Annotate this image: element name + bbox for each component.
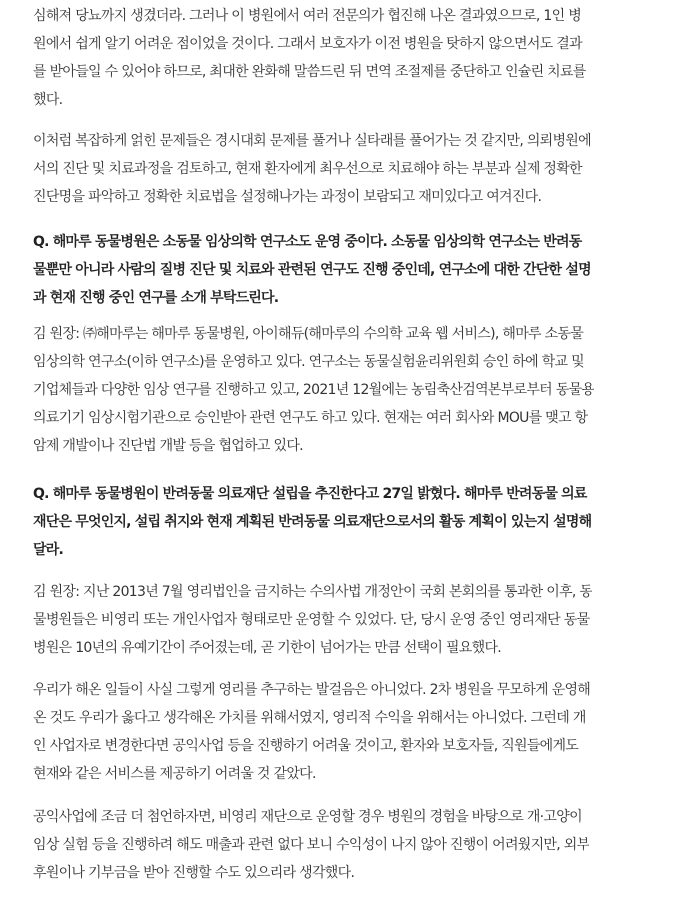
answer-paragraph bbox=[33, 803, 589, 887]
text-line: 임상 실험 등을 진행하려 해도 매출과 관련 없다 보니 수익성이 나지 않아 진행이 어려웠지만, 외부 bbox=[33, 837, 590, 853]
text-line: 인 사업자로 변경한다면 공익사업 등을 진행하기 어려울 것이고, 환자와 보호자들, 직원들에게도 bbox=[33, 738, 579, 754]
text-line: 온 것도 우리가 옳다고 생각해온 가치를 위해서였지, 영리적 수익을 위해서는 아니었다. 그런데 개 bbox=[33, 710, 586, 726]
text-line: Q. 해마루 동물병원이 반려동물 의료재단 설립을 추진한다고 27일 밝혔다. 해마루 반려동물 의료 bbox=[33, 486, 587, 502]
text-line: 물병원들은 비영리 또는 개인사업자 형태로만 운영할 수 있었다. 단, 당시 운영 중인 영리재단 동물 bbox=[33, 612, 590, 628]
text-line: 후원이나 기부금을 받아 진행할 수도 있으리라 생각했다. bbox=[33, 865, 355, 881]
answer-paragraph bbox=[33, 320, 594, 460]
text-line: 병원은 10년의 유예기간이 주어졌는데, 곧 기한이 넘어가는 만큼 선택이 필요했다. bbox=[33, 640, 502, 656]
answer-paragraph bbox=[33, 127, 591, 211]
question-paragraph bbox=[33, 480, 591, 564]
text-line: 심해져 당뇨까지 생겼더라. 그러나 이 병원에서 여러 전문의가 협진해 나온 결과였으므로, 1인 병 bbox=[33, 8, 582, 24]
text-line: 기업체들과 다양한 임상 연구를 진행하고 있고, 2021년 12월에는 농림축산검역본부로부터 동물용 bbox=[33, 382, 595, 398]
text-line: 달라. bbox=[33, 542, 63, 558]
text-line: 를 받아들일 수 있어야 하므로, 최대한 완화해 말씀드린 뒤 면역 조절제를 중단하고 인슐린 치료를 bbox=[33, 64, 586, 80]
text-line: 진단명을 파악하고 정확한 치료법을 설정해나가는 과정이 보람되고 재미있다고 여겨진다. bbox=[33, 189, 542, 205]
text-line: 했다. bbox=[33, 92, 63, 108]
text-line: 물뿐만 아니라 사람의 질병 진단 및 치료와 관련된 연구도 진행 중인데, 연구소에 대한 간단한 설명 bbox=[33, 262, 591, 278]
text-line: 임상의학 연구소(이하 연구소)를 운영하고 있다. 연구소는 동물실험윤리위원회 승인 하에 학교 및 bbox=[33, 354, 584, 370]
text-line: 김 원장: 지난 2013년 7월 영리법인을 금지하는 수의사법 개정안이 국회 본회의를 통과한 이후, 동 bbox=[33, 584, 593, 600]
text-line: 서의 진단 및 치료과정을 검토하고, 현재 환자에게 최우선으로 치료해야 하는 부분과 실제 정확한 bbox=[33, 161, 582, 177]
text-line: 재단은 무엇인지, 설립 취지와 현재 계획된 반려동물 의료재단으로서의 활동 계획이 있는지 설명해 bbox=[33, 514, 592, 530]
question-paragraph bbox=[33, 228, 591, 312]
text-line: Q. 해마루 동물병원은 소동물 임상의학 연구소도 운영 중이다. 소동물 임상의학 연구소는 반려동 bbox=[33, 234, 582, 250]
text-line: 이처럼 복잡하게 얽힌 문제들은 경시대회 문제를 풀거나 실타래를 풀어가는 것 같지만, 의뢰병원에 bbox=[33, 133, 591, 149]
answer-paragraph bbox=[33, 578, 592, 662]
answer-paragraph bbox=[33, 2, 586, 114]
text-line: 원에서 쉽게 알기 어려운 점이었을 것이다. 그래서 보호자가 이전 병원을 탓하지 않으면서도 결과 bbox=[33, 36, 582, 52]
text-line: 의료기기 임상시험기관으로 승인받아 관련 연구도 하고 있다. 현재는 여러 회사와 MOU를 맺고 항 bbox=[33, 410, 588, 426]
answer-paragraph bbox=[33, 676, 590, 788]
text-line: 암제 개발이나 진단법 개발 등을 협업하고 있다. bbox=[33, 438, 303, 454]
text-line: 과 현재 진행 중인 연구를 소개 부탁드린다. bbox=[33, 290, 279, 306]
text-line: 현재와 같은 서비스를 제공하기 어려울 것 같았다. bbox=[33, 766, 316, 782]
text-line: 우리가 해온 일들이 사실 그렇게 영리를 추구하는 발걸음은 아니었다. 2차 병원을 무모하게 운영해 bbox=[33, 682, 591, 698]
text-line: 공익사업에 조금 더 첨언하자면, 비영리 재단으로 운영할 경우 병원의 경험을 바탕으로 개·고양이 bbox=[33, 809, 582, 825]
text-line: 김 원장: ㈜해마루는 해마루 동물병원, 아이해듀(해마루의 수의학 교육 웹 서비스), 해마루 소동물 bbox=[33, 326, 584, 342]
